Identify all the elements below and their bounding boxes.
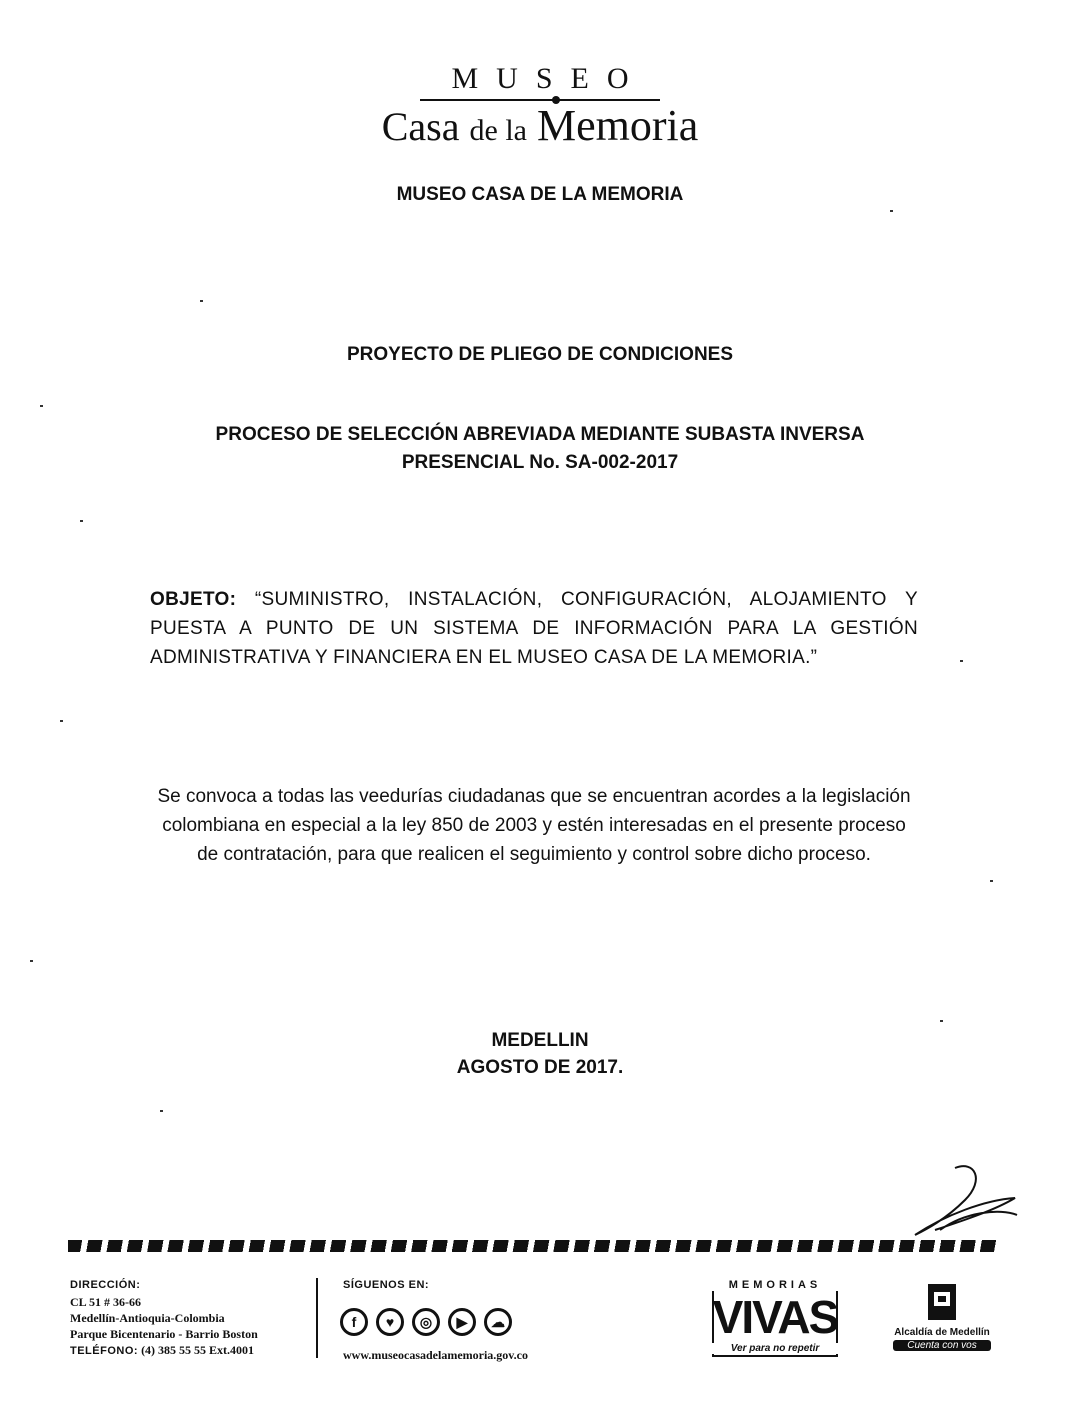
- direccion-label: DIRECCIÓN:: [70, 1279, 141, 1291]
- footer-separator: [316, 1278, 318, 1358]
- siguenos-label: SÍGUENOS EN:: [343, 1279, 430, 1291]
- youtube-icon[interactable]: ▶: [448, 1308, 476, 1336]
- telefono-label: TELÉFONO:: [70, 1345, 139, 1357]
- scan-speck: [960, 660, 963, 662]
- header-title: MUSEO CASA DE LA MEMORIA: [396, 184, 684, 205]
- address-line3: Parque Bicentenario - Barrio Boston: [70, 1327, 258, 1341]
- scan-speck: [200, 300, 203, 302]
- address-line2: Medellín-Antioquia-Colombia: [70, 1311, 225, 1325]
- telefono-line: [70, 1342, 254, 1359]
- logo-memoria: Memoria: [536, 101, 699, 150]
- scan-speck: [40, 405, 43, 407]
- project-title: PROYECTO DE PLIEGO DE CONDICIONES: [346, 344, 734, 365]
- date: AGOSTO DE 2017.: [456, 1057, 624, 1078]
- telefono-number: (4) 385 55 55 Ext.4001: [141, 1343, 255, 1357]
- alcaldia-name: Alcaldía de Medellín: [894, 1327, 990, 1338]
- logo-museo-word: MUSEO: [451, 62, 647, 95]
- soundcloud-icon[interactable]: ☁: [484, 1308, 512, 1336]
- instagram-icon[interactable]: ◎: [412, 1308, 440, 1336]
- signature-scribble: [905, 1160, 1025, 1250]
- scan-speck: [990, 880, 993, 882]
- scan-speck: [80, 520, 83, 522]
- objeto-text: “SUMINISTRO, INSTALACIÓN, CONFIGURACIÓN, ALOJAMIENTO Y PUESTA A PUNTO DE UN SISTEMA DE INFORMACIÓN PARA LA GESTIÓN ADMINISTRATIVA Y FINANCIERA EN EL MUSEO CASA DE LA MEMORIA.”: [150, 589, 918, 668]
- alcaldia-slogan: Cuenta con vos: [893, 1340, 991, 1351]
- twitter-icon[interactable]: ♥: [376, 1308, 404, 1336]
- logo-de-la: de la: [469, 114, 527, 147]
- city: MEDELLIN: [491, 1030, 589, 1051]
- logo-casa: Casa: [381, 104, 460, 149]
- website-link[interactable]: www.museocasadelamemoria.gov.co: [343, 1348, 528, 1362]
- vivas-label: VIVAS: [712, 1291, 838, 1343]
- process-title-line1: PROCESO DE SELECCIÓN ABREVIADA MEDIANTE SUBASTA INVERSA: [215, 424, 865, 445]
- address-line1: CL 51 # 36-66: [70, 1295, 142, 1309]
- scan-speck: [60, 720, 63, 722]
- process-title-line2: PRESENCIAL No. SA-002-2017: [401, 452, 679, 473]
- convocatoria-paragraph: Se convoca a todas las veedurías ciudadanas que se encuentran acordes a la legislación colombiana en especial a la ley 850 de 2003 y estén interesadas en el presente proceso de contratación, para que realicen el seguimiento y control sobre dicho proceso.: [157, 786, 911, 865]
- objeto-label: OBJETO:: [150, 589, 237, 610]
- alcaldia-shield-icon: [924, 1282, 960, 1326]
- scan-speck: [30, 960, 33, 962]
- scan-speck: [940, 1020, 943, 1022]
- scan-speck: [890, 210, 893, 212]
- memorias-label: MEMORIAS: [712, 1279, 838, 1291]
- scan-speck: [160, 1110, 163, 1112]
- logo-casa-de-la-memoria: [0, 100, 1080, 151]
- vivas-tagline: Ver para no repetir: [712, 1343, 838, 1354]
- facebook-icon[interactable]: f: [340, 1308, 368, 1336]
- footer-divider: [68, 1240, 998, 1252]
- social-icons: [340, 1308, 512, 1336]
- objeto-paragraph: [150, 585, 918, 672]
